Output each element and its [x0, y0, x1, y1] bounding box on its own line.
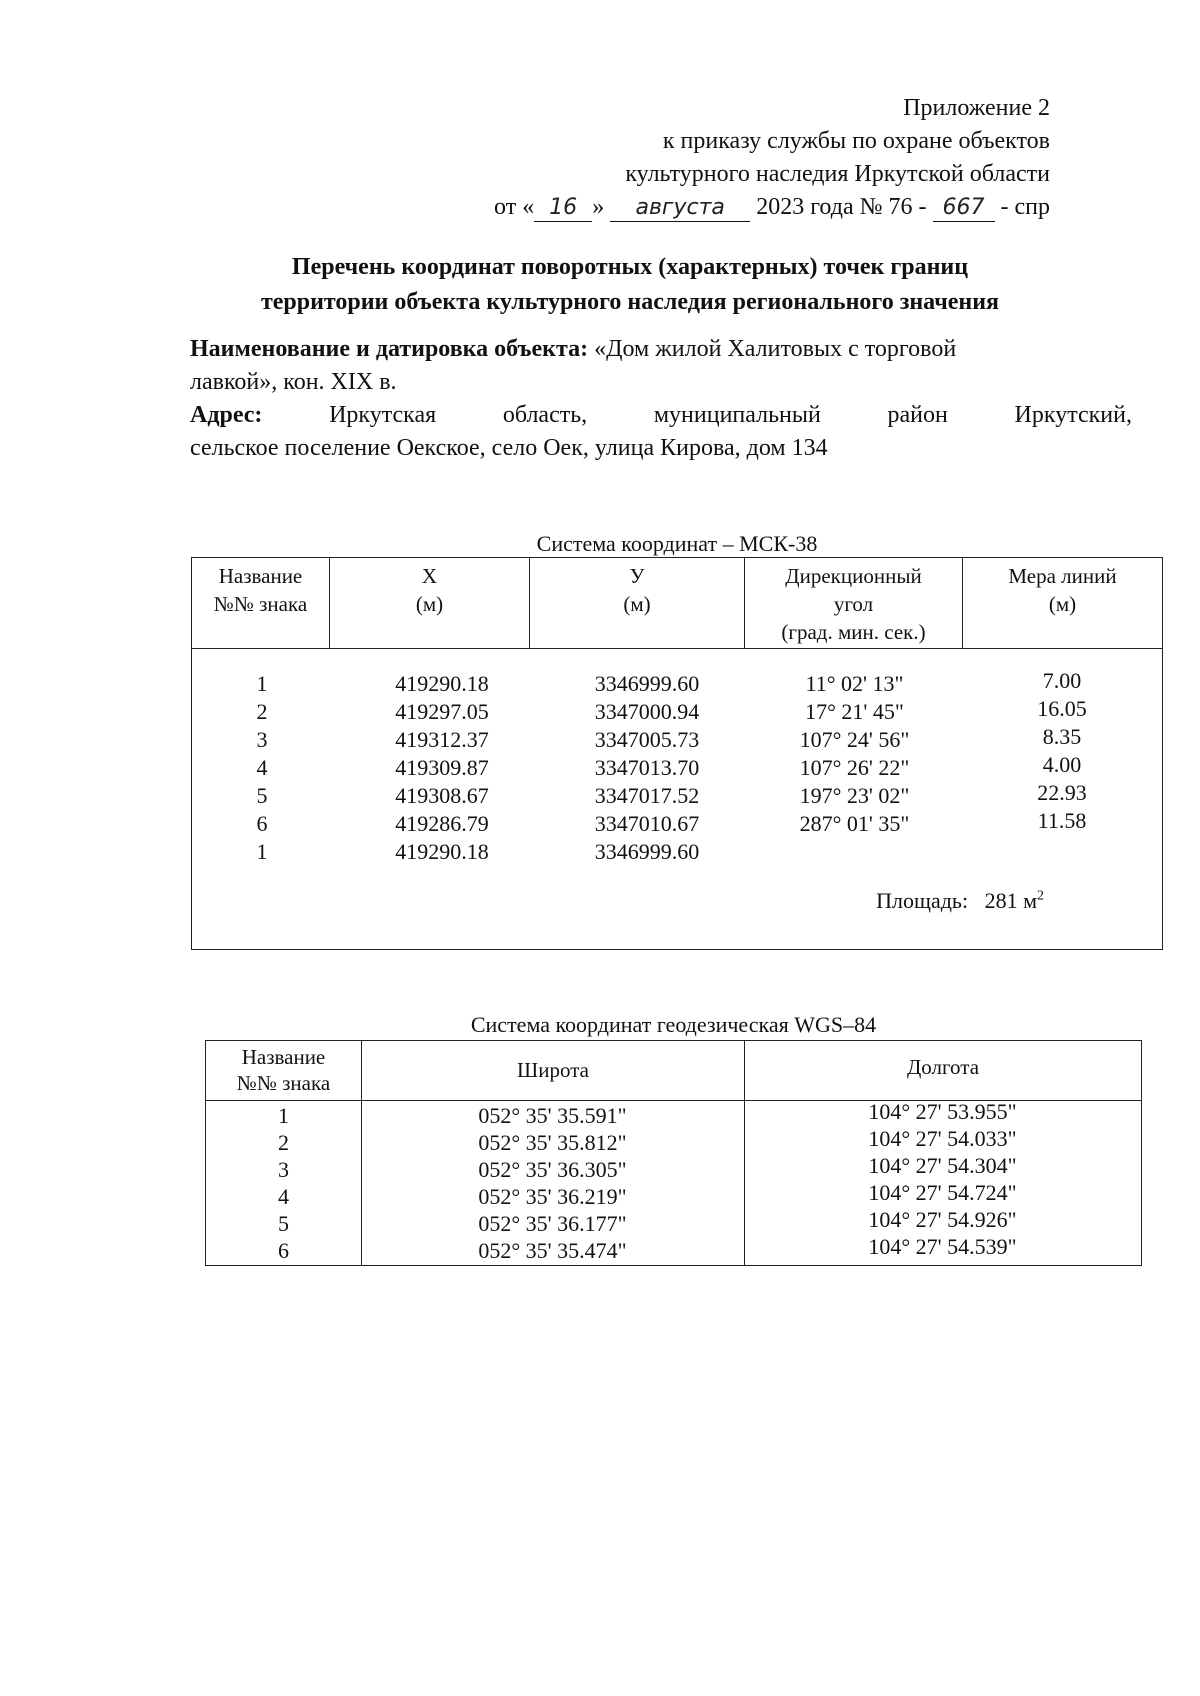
object-name-label: Наименование и датировка объекта: [190, 336, 589, 362]
length-value: 11.58 [1037, 808, 1087, 833]
msk-header-angle [744, 558, 962, 648]
table-row [192, 782, 1162, 810]
address-word: муниципальный [653, 402, 821, 428]
longitude-value: 104° 27' 54.304" [868, 1153, 1017, 1178]
x-value: 419290.18 [395, 839, 489, 864]
wgs-header-name [206, 1041, 361, 1100]
point-number: 2 [256, 699, 268, 724]
area-unit-superscript: 2 [1037, 888, 1044, 904]
wgs-table-body [206, 1099, 1141, 1264]
header-text: (м) [623, 592, 651, 616]
point-number: 5 [256, 783, 268, 808]
longitude-value: 104° 27' 54.926" [868, 1207, 1017, 1232]
y-value: 3347017.52 [594, 783, 700, 808]
area-value: 281 м [984, 888, 1037, 913]
latitude-value: 052° 35' 36.177" [478, 1211, 627, 1236]
y-value: 3347000.94 [594, 699, 700, 724]
object-name-line-2: лавкой», кон. XIX в. [190, 369, 397, 395]
wgs-header-longitude: Долгота [744, 1041, 1141, 1100]
y-value: 3346999.60 [594, 839, 700, 864]
order-suffix: - спр [1000, 194, 1050, 220]
appendix-order-line: к приказу службы по охране объектов [662, 128, 1050, 154]
angle-value: 11° 02' 13" [805, 671, 904, 696]
point-number: 3 [256, 727, 268, 752]
length-value: 4.00 [1042, 752, 1082, 777]
header-text: Дирекционный [785, 564, 922, 588]
date-day-close: » [592, 194, 605, 220]
angle-value: 107° 24' 56" [799, 727, 910, 752]
x-value: 419290.18 [395, 671, 489, 696]
document-title [190, 250, 1070, 320]
table-row [192, 810, 1162, 838]
appendix-title: Приложение 2 [903, 95, 1050, 121]
latitude-value: 052° 35' 35.812" [478, 1130, 627, 1155]
point-number: 1 [256, 671, 268, 696]
x-value: 419286.79 [395, 811, 489, 836]
object-info [190, 333, 1132, 465]
longitude-value: 104° 27' 54.033" [868, 1126, 1017, 1151]
y-value: 3347005.73 [594, 727, 700, 752]
length-value: 16.05 [1037, 696, 1087, 721]
object-name-value: «Дом жилой Халитовых с торговой [594, 336, 957, 362]
angle-value: 107° 26' 22" [799, 755, 910, 780]
header-text: (м) [1048, 592, 1077, 616]
appendix-block [494, 92, 1050, 224]
point-number: 5 [278, 1211, 289, 1236]
header-text: (град. мин. сек.) [781, 620, 926, 644]
point-number: 4 [278, 1184, 289, 1209]
date-year-text: 2023 года № 76 - [756, 194, 927, 220]
latitude-value: 052° 35' 36.305" [478, 1157, 627, 1182]
header-text: №№ знака [236, 1071, 331, 1095]
point-number: 1 [278, 1103, 289, 1128]
table-row [192, 698, 1162, 726]
latitude-value: 052° 35' 35.591" [478, 1103, 627, 1128]
msk-caption: Система координат – МСК-38 [536, 531, 818, 556]
title-line-2: территории объекта культурного наследия регионального значения [260, 289, 1000, 315]
x-value: 419308.67 [395, 783, 489, 808]
latitude-value: 052° 35' 35.474" [478, 1238, 627, 1263]
msk-table-body [192, 670, 1162, 866]
angle-value: 17° 21' 45" [805, 699, 904, 724]
length-value: 8.35 [1042, 724, 1082, 749]
header-text: Мера линий [1008, 564, 1117, 588]
x-value: 419297.05 [395, 699, 489, 724]
wgs-caption: Система координат геодезическая WGS–84 [470, 1012, 877, 1037]
msk-header-x [329, 558, 529, 648]
msk-table-header [192, 558, 1162, 649]
wgs-header-latitude: Широта [361, 1041, 744, 1100]
y-value: 3347013.70 [594, 755, 700, 780]
table-row [192, 726, 1162, 754]
x-value: 419309.87 [395, 755, 489, 780]
msk-coordinates-table [191, 557, 1163, 950]
address-label: Адрес: [190, 402, 263, 428]
header-text: Название [241, 1045, 326, 1069]
header-text: угол [833, 592, 874, 616]
header-text: №№ знака [213, 592, 308, 616]
msk-header-y [529, 558, 744, 648]
area-summary [876, 888, 1044, 914]
table-row [192, 754, 1162, 782]
point-number: 4 [256, 755, 268, 780]
header-text: X [421, 564, 438, 588]
msk-header-name [192, 558, 329, 648]
handwritten-day: 16 [534, 195, 592, 222]
point-number: 2 [278, 1130, 289, 1155]
latitude-value: 052° 35' 36.219" [478, 1184, 627, 1209]
angle-value: 287° 01' 35" [799, 811, 910, 836]
header-text: (м) [415, 592, 444, 616]
address-word: район [887, 402, 948, 428]
length-value: 7.00 [1042, 668, 1082, 693]
y-value: 3346999.60 [594, 671, 700, 696]
address-word: Иркутский, [1014, 402, 1132, 428]
wgs-table-header [206, 1041, 1141, 1101]
area-label: Площадь: [876, 888, 969, 913]
point-number: 1 [256, 839, 268, 864]
header-text: Название [218, 564, 303, 588]
y-value: 3347010.67 [594, 811, 700, 836]
point-number: 3 [278, 1157, 289, 1182]
x-value: 419312.37 [395, 727, 489, 752]
object-name-line [190, 333, 1132, 366]
handwritten-order-number: 667 [933, 195, 995, 222]
msk-header-length [962, 558, 1162, 648]
longitude-value: 104° 27' 54.724" [868, 1180, 1017, 1205]
point-number: 6 [256, 811, 268, 836]
longitude-value: 104° 27' 54.539" [868, 1234, 1017, 1259]
header-text: У [629, 564, 645, 588]
address-line-2: сельское поселение Оекское, село Оек, улица Кирова, дом 134 [190, 435, 828, 461]
appendix-authority-line: культурного наследия Иркутской области [625, 161, 1050, 187]
address-word: область, [502, 402, 588, 428]
length-value: 22.93 [1037, 780, 1087, 805]
angle-value: 197° 23' 02" [799, 783, 910, 808]
title-line-1: Перечень координат поворотных (характерных) точек границ [291, 254, 969, 280]
appendix-date-line [494, 191, 1050, 224]
date-prefix: от « [494, 194, 535, 220]
handwritten-month: августа [610, 195, 750, 222]
table-row [192, 838, 1162, 866]
point-number: 6 [278, 1238, 289, 1263]
address-line [190, 399, 1132, 432]
address-word: Иркутская [329, 402, 437, 428]
longitude-value: 104° 27' 53.955" [868, 1099, 1017, 1124]
table-row [192, 670, 1162, 698]
table-row [206, 1234, 1141, 1264]
wgs-coordinates-table [205, 1040, 1142, 1266]
